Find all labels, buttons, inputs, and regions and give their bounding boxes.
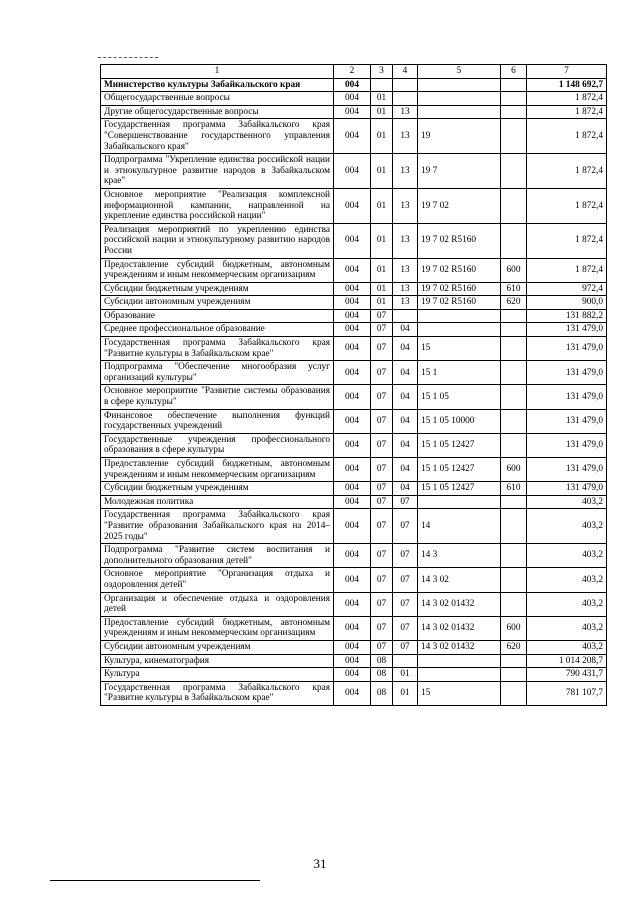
- target-article-cell: 15: [418, 681, 501, 705]
- expense-type-cell: [501, 385, 527, 409]
- subsection-code-cell: 07: [393, 495, 418, 509]
- amount-cell: 403,2: [527, 509, 607, 544]
- ministry-code-cell: 004: [334, 654, 371, 668]
- subsection-code-cell: 07: [393, 592, 418, 616]
- section-code-cell: 08: [371, 654, 393, 668]
- amount-cell: 131 479,0: [527, 433, 607, 457]
- expense-type-cell: 600: [501, 458, 527, 482]
- expense-type-cell: [501, 681, 527, 705]
- subsection-code-cell: 04: [393, 458, 418, 482]
- target-article-cell: [418, 78, 501, 92]
- amount-cell: 131 882,2: [527, 309, 607, 323]
- subsection-code-cell: 07: [393, 568, 418, 592]
- expense-type-cell: [501, 223, 527, 258]
- expense-type-cell: 610: [501, 482, 527, 496]
- row-name-cell: Организация и обеспечение отдыха и оздоровления детей: [101, 592, 334, 616]
- amount-cell: 900,0: [527, 296, 607, 310]
- header-cell: 2: [334, 65, 371, 79]
- target-article-cell: 14 3 02: [418, 568, 501, 592]
- row-name-cell: Основное мероприятие "Развитие системы образования в сфере культуры": [101, 385, 334, 409]
- section-code-cell: 01: [371, 188, 393, 223]
- header-cell: 4: [393, 65, 418, 79]
- budget-table: [100, 64, 607, 706]
- expense-type-cell: [501, 544, 527, 568]
- header-cell: 1: [101, 65, 334, 79]
- target-article-cell: 14 3: [418, 544, 501, 568]
- row-name-cell: Министерство культуры Забайкальского края: [101, 78, 334, 92]
- amount-cell: 1 872,4: [527, 223, 607, 258]
- table-row: [101, 495, 607, 509]
- section-code-cell: 07: [371, 409, 393, 433]
- section-code-cell: 07: [371, 482, 393, 496]
- table-row: [101, 681, 607, 705]
- ministry-code-cell: 004: [334, 385, 371, 409]
- subsection-code-cell: 07: [393, 640, 418, 654]
- row-name-cell: Основное мероприятие "Организация отдыха и оздоровления детей": [101, 568, 334, 592]
- target-article-cell: [418, 323, 501, 337]
- row-name-cell: Предоставление субсидий бюджетным, автономным учреждениям и иным некоммерческим организациям: [101, 258, 334, 282]
- expense-type-cell: [501, 323, 527, 337]
- target-article-cell: 14 3 02 01432: [418, 592, 501, 616]
- ministry-code-cell: 004: [334, 282, 371, 296]
- target-article-cell: 14: [418, 509, 501, 544]
- subsection-code-cell: 04: [393, 433, 418, 457]
- amount-cell: 1 872,4: [527, 188, 607, 223]
- subsection-code-cell: 07: [393, 544, 418, 568]
- subsection-code-cell: 13: [393, 188, 418, 223]
- subsection-code-cell: 01: [393, 668, 418, 682]
- row-name-cell: Государственная программа Забайкальского края "Развитие образования Забайкальского края на 2014–2025 годы": [101, 509, 334, 544]
- table-row: [101, 296, 607, 310]
- row-name-cell: Государственная программа Забайкальского края "Совершенствование государственного управления Забайкальского края": [101, 119, 334, 154]
- amount-cell: 131 479,0: [527, 458, 607, 482]
- table-row: [101, 323, 607, 337]
- expense-type-cell: 620: [501, 640, 527, 654]
- table-row: [101, 616, 607, 640]
- target-article-cell: 19 7 02 R5160: [418, 258, 501, 282]
- section-code-cell: 07: [371, 592, 393, 616]
- ministry-code-cell: 004: [334, 640, 371, 654]
- target-article-cell: 15 1: [418, 361, 501, 385]
- section-code-cell: 01: [371, 154, 393, 189]
- table-row: [101, 385, 607, 409]
- section-code-cell: 07: [371, 433, 393, 457]
- amount-cell: 403,2: [527, 495, 607, 509]
- ministry-code-cell: 004: [334, 188, 371, 223]
- section-code-cell: 01: [371, 223, 393, 258]
- row-name-cell: Предоставление субсидий бюджетным, автономным учреждениям и иным некоммерческим организациям: [101, 616, 334, 640]
- section-code-cell: 07: [371, 495, 393, 509]
- subsection-code-cell: 04: [393, 337, 418, 361]
- ministry-code-cell: 004: [334, 92, 371, 106]
- table-row: [101, 409, 607, 433]
- expense-type-cell: [501, 154, 527, 189]
- table-row: [101, 668, 607, 682]
- table-row: [101, 119, 607, 154]
- row-name-cell: Другие общегосударственные вопросы: [101, 105, 334, 119]
- ministry-code-cell: 004: [334, 105, 371, 119]
- subsection-code-cell: 13: [393, 154, 418, 189]
- table-row: [101, 92, 607, 106]
- expense-type-cell: [501, 361, 527, 385]
- table-row: [101, 78, 607, 92]
- section-code-cell: 07: [371, 616, 393, 640]
- amount-cell: 131 479,0: [527, 361, 607, 385]
- target-article-cell: [418, 495, 501, 509]
- ministry-code-cell: 004: [334, 337, 371, 361]
- amount-cell: 1 872,4: [527, 258, 607, 282]
- section-code-cell: 07: [371, 544, 393, 568]
- table-row: [101, 337, 607, 361]
- section-code-cell: 01: [371, 119, 393, 154]
- row-name-cell: Субсидии бюджетным учреждениям: [101, 482, 334, 496]
- target-article-cell: [418, 654, 501, 668]
- target-article-cell: 19 7 02 R5160: [418, 282, 501, 296]
- subsection-code-cell: 13: [393, 105, 418, 119]
- row-name-cell: Подпрограмма "Обеспечение многообразия услуг организаций культуры": [101, 361, 334, 385]
- expense-type-cell: [501, 495, 527, 509]
- subsection-code-cell: 04: [393, 409, 418, 433]
- row-name-cell: Государственная программа Забайкальского края "Развитие культуры в Забайкальском крае": [101, 337, 334, 361]
- footer-line: [50, 880, 260, 881]
- ministry-code-cell: 004: [334, 681, 371, 705]
- amount-cell: 403,2: [527, 592, 607, 616]
- table-row: [101, 654, 607, 668]
- expense-type-cell: [501, 592, 527, 616]
- target-article-cell: 19 7: [418, 154, 501, 189]
- amount-cell: 1 148 692,7: [527, 78, 607, 92]
- amount-cell: 131 479,0: [527, 337, 607, 361]
- ministry-code-cell: 004: [334, 361, 371, 385]
- page-number: 31: [313, 856, 327, 871]
- amount-cell: 403,2: [527, 544, 607, 568]
- amount-cell: 1 872,4: [527, 119, 607, 154]
- section-code-cell: 07: [371, 509, 393, 544]
- subsection-code-cell: 04: [393, 482, 418, 496]
- target-article-cell: 19 7 02 R5160: [418, 223, 501, 258]
- table-header-row: [101, 65, 607, 79]
- target-article-cell: 19 7 02 R5160: [418, 296, 501, 310]
- table-row: [101, 154, 607, 189]
- expense-type-cell: 600: [501, 258, 527, 282]
- amount-cell: 1 872,4: [527, 92, 607, 106]
- amount-cell: 403,2: [527, 616, 607, 640]
- subsection-code-cell: 07: [393, 616, 418, 640]
- header-cell: 7: [527, 65, 607, 79]
- section-code-cell: 01: [371, 92, 393, 106]
- ministry-code-cell: 004: [334, 223, 371, 258]
- ministry-code-cell: 004: [334, 258, 371, 282]
- ministry-code-cell: 004: [334, 544, 371, 568]
- target-article-cell: 15 1 05 10000: [418, 409, 501, 433]
- subsection-code-cell: 04: [393, 385, 418, 409]
- row-name-cell: Субсидии бюджетным учреждениям: [101, 282, 334, 296]
- table-row: [101, 282, 607, 296]
- target-article-cell: [418, 92, 501, 106]
- header-cell: 5: [418, 65, 501, 79]
- section-code-cell: 07: [371, 361, 393, 385]
- subsection-code-cell: 04: [393, 361, 418, 385]
- row-name-cell: Образование: [101, 309, 334, 323]
- subsection-code-cell: 07: [393, 509, 418, 544]
- table-row: [101, 258, 607, 282]
- section-code-cell: 08: [371, 668, 393, 682]
- row-name-cell: Финансовое обеспечение выполнения функций государственных учреждений: [101, 409, 334, 433]
- table-row: [101, 309, 607, 323]
- target-article-cell: 15 1 05 12427: [418, 433, 501, 457]
- header-cell: 6: [501, 65, 527, 79]
- table-row: [101, 433, 607, 457]
- ministry-code-cell: 004: [334, 616, 371, 640]
- expense-type-cell: 610: [501, 282, 527, 296]
- expense-type-cell: [501, 105, 527, 119]
- ministry-code-cell: 004: [334, 458, 371, 482]
- section-code-cell: 07: [371, 640, 393, 654]
- expense-type-cell: [501, 92, 527, 106]
- expense-type-cell: [501, 188, 527, 223]
- expense-type-cell: [501, 568, 527, 592]
- amount-cell: 781 107,7: [527, 681, 607, 705]
- expense-type-cell: [501, 668, 527, 682]
- subsection-code-cell: 13: [393, 258, 418, 282]
- table-row: [101, 568, 607, 592]
- ministry-code-cell: 004: [334, 495, 371, 509]
- row-name-cell: Основное мероприятие "Реализация комплексной информационной кампании, направленной на укрепление единства российской нации": [101, 188, 334, 223]
- top-dashed-mark: [98, 57, 158, 58]
- expense-type-cell: [501, 509, 527, 544]
- amount-cell: 1 872,4: [527, 105, 607, 119]
- row-name-cell: Среднее профессиональное образование: [101, 323, 334, 337]
- table-row: [101, 105, 607, 119]
- table-row: [101, 592, 607, 616]
- ministry-code-cell: 004: [334, 119, 371, 154]
- section-code-cell: 01: [371, 282, 393, 296]
- target-article-cell: 19 7 02: [418, 188, 501, 223]
- target-article-cell: 15 1 05 12427: [418, 458, 501, 482]
- row-name-cell: Реализация мероприятий по укреплению единства российской нации и этнокультурному развитию народов России: [101, 223, 334, 258]
- amount-cell: 131 479,0: [527, 385, 607, 409]
- amount-cell: 790 431,7: [527, 668, 607, 682]
- expense-type-cell: [501, 433, 527, 457]
- subsection-code-cell: 13: [393, 296, 418, 310]
- target-article-cell: 15: [418, 337, 501, 361]
- ministry-code-cell: 004: [334, 668, 371, 682]
- target-article-cell: [418, 309, 501, 323]
- section-code-cell: 08: [371, 681, 393, 705]
- expense-type-cell: [501, 654, 527, 668]
- row-name-cell: Субсидии автономным учреждениям: [101, 296, 334, 310]
- row-name-cell: Молодежная политика: [101, 495, 334, 509]
- table-row: [101, 640, 607, 654]
- amount-cell: 131 479,0: [527, 482, 607, 496]
- row-name-cell: Общегосударственные вопросы: [101, 92, 334, 106]
- subsection-code-cell: [393, 654, 418, 668]
- subsection-code-cell: [393, 78, 418, 92]
- amount-cell: 403,2: [527, 640, 607, 654]
- expense-type-cell: [501, 409, 527, 433]
- row-name-cell: Государственные учреждения профессионального образования в сфере культуры: [101, 433, 334, 457]
- amount-cell: 131 479,0: [527, 409, 607, 433]
- amount-cell: 131 479,0: [527, 323, 607, 337]
- amount-cell: 403,2: [527, 568, 607, 592]
- target-article-cell: 19: [418, 119, 501, 154]
- table-row: [101, 188, 607, 223]
- subsection-code-cell: 13: [393, 223, 418, 258]
- section-code-cell: 01: [371, 105, 393, 119]
- section-code-cell: 07: [371, 568, 393, 592]
- section-code-cell: [371, 78, 393, 92]
- ministry-code-cell: 004: [334, 296, 371, 310]
- section-code-cell: 07: [371, 337, 393, 361]
- target-article-cell: 14 3 02 01432: [418, 640, 501, 654]
- table-row: [101, 482, 607, 496]
- subsection-code-cell: 13: [393, 282, 418, 296]
- section-code-cell: 07: [371, 323, 393, 337]
- expense-type-cell: [501, 309, 527, 323]
- row-name-cell: Государственная программа Забайкальского края "Развитие культуры в Забайкальском крае": [101, 681, 334, 705]
- expense-type-cell: 620: [501, 296, 527, 310]
- table-row: [101, 509, 607, 544]
- row-name-cell: Подпрограмма "Развитие систем воспитания и дополнительного образования детей": [101, 544, 334, 568]
- table-row: [101, 223, 607, 258]
- row-name-cell: Предоставление субсидий бюджетным, автономным учреждениям и иным некоммерческим организациям: [101, 458, 334, 482]
- ministry-code-cell: 004: [334, 309, 371, 323]
- ministry-code-cell: 004: [334, 482, 371, 496]
- subsection-code-cell: [393, 92, 418, 106]
- section-code-cell: 01: [371, 296, 393, 310]
- target-article-cell: [418, 105, 501, 119]
- section-code-cell: 07: [371, 309, 393, 323]
- expense-type-cell: [501, 119, 527, 154]
- ministry-code-cell: 004: [334, 78, 371, 92]
- ministry-code-cell: 004: [334, 592, 371, 616]
- ministry-code-cell: 004: [334, 568, 371, 592]
- amount-cell: 972,4: [527, 282, 607, 296]
- row-name-cell: Культура, кинематография: [101, 654, 334, 668]
- header-cell: 3: [371, 65, 393, 79]
- amount-cell: 1 014 208,7: [527, 654, 607, 668]
- table-row: [101, 458, 607, 482]
- amount-cell: 1 872,4: [527, 154, 607, 189]
- target-article-cell: 14 3 02 01432: [418, 616, 501, 640]
- table-row: [101, 361, 607, 385]
- target-article-cell: 15 1 05: [418, 385, 501, 409]
- row-name-cell: Культура: [101, 668, 334, 682]
- table-row: [101, 544, 607, 568]
- section-code-cell: 01: [371, 258, 393, 282]
- row-name-cell: Подпрограмма "Укрепление единства российской нации и этнокультурное развитие народов в Забайкальском крае": [101, 154, 334, 189]
- subsection-code-cell: 01: [393, 681, 418, 705]
- subsection-code-cell: 04: [393, 323, 418, 337]
- section-code-cell: 07: [371, 385, 393, 409]
- expense-type-cell: 600: [501, 616, 527, 640]
- ministry-code-cell: 004: [334, 433, 371, 457]
- ministry-code-cell: 004: [334, 509, 371, 544]
- target-article-cell: [418, 668, 501, 682]
- row-name-cell: Субсидии автономным учреждениям: [101, 640, 334, 654]
- section-code-cell: 07: [371, 458, 393, 482]
- expense-type-cell: [501, 78, 527, 92]
- ministry-code-cell: 004: [334, 409, 371, 433]
- subsection-code-cell: [393, 309, 418, 323]
- expense-type-cell: [501, 337, 527, 361]
- target-article-cell: 15 1 05 12427: [418, 482, 501, 496]
- ministry-code-cell: 004: [334, 323, 371, 337]
- ministry-code-cell: 004: [334, 154, 371, 189]
- subsection-code-cell: 13: [393, 119, 418, 154]
